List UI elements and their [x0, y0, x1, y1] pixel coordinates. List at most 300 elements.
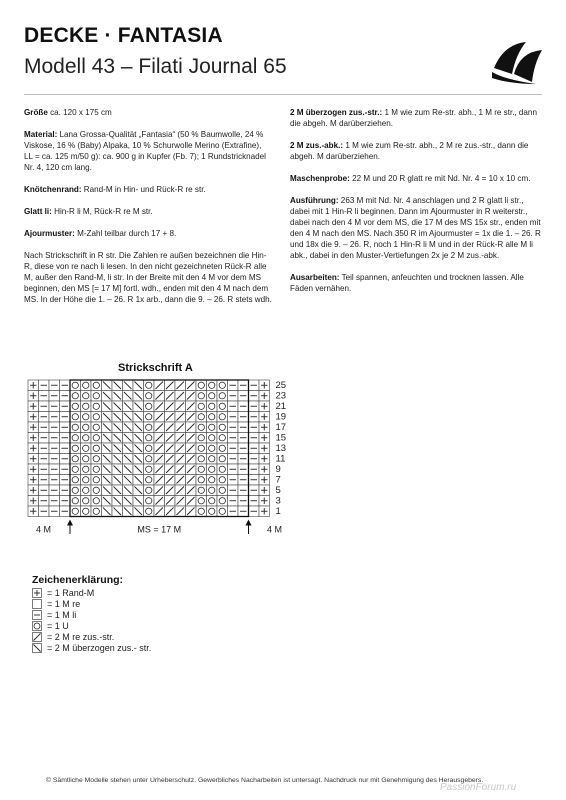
chart-cell: [238, 412, 249, 423]
legend-item: [32, 610, 151, 621]
chart-cell: [39, 433, 50, 444]
chart-cell: [249, 475, 260, 486]
row-label: 19: [275, 411, 287, 423]
paragraph: [24, 206, 272, 217]
chart-cell: [60, 380, 71, 391]
chart-cell: [228, 506, 239, 517]
chart-cell: [60, 433, 71, 444]
chart-cell: [49, 380, 60, 391]
bottom-label-middle: MS = 17 M: [137, 524, 182, 534]
chart-cell: [249, 391, 260, 402]
chart-cell: [39, 485, 50, 496]
chart-cell: [102, 380, 113, 391]
legend-item: [32, 643, 151, 654]
chart-cell: [70, 475, 81, 486]
chart-cell: [259, 380, 270, 391]
chart-cell: [207, 496, 218, 507]
row-label: 17: [275, 422, 287, 434]
chart-cell: [91, 506, 102, 517]
chart-cell: [49, 443, 60, 454]
chart-cell: [238, 422, 249, 433]
chart-cell: [196, 422, 207, 433]
chart-cell: [28, 454, 39, 465]
chart-cell: [81, 485, 92, 496]
chart-cell: [102, 433, 113, 444]
row-label: 5: [275, 485, 281, 497]
chart-cell: [165, 433, 176, 444]
chart-cell: [144, 401, 155, 412]
chart-cell: [207, 401, 218, 412]
chart-cell: [81, 401, 92, 412]
chart-cell: [28, 464, 39, 475]
chart-cell: [123, 422, 134, 433]
chart-cell: [196, 433, 207, 444]
chart-cell: [228, 412, 239, 423]
legend-text: = 1 M re: [47, 599, 81, 609]
chart-cell: [133, 433, 144, 444]
row-label: 23: [275, 390, 287, 402]
chart-cell: [112, 422, 123, 433]
chart-cell: [228, 422, 239, 433]
logo-graphic: [486, 22, 548, 86]
chart-cell: [112, 433, 123, 444]
paragraph-text: 263 M mit Nd. Nr. 4 anschlagen und 2 R glatt li str., dabei mit 1 Hin-R li beginnen. Dann im Ajourmuster in R weiterstr., dabei nach den 4 M vor dem MS, die 17 M des MS 15x str., enden mit den 4 M nach den MS. Nach 350 R im Ajourmuster = 1x die 1. – 26. R und 18x die 9. – 26. R, noch 1 Hin-R li M und in der Rück-R alle M li abk., dabei in den Muster-Vertiefungen 2x je 2 M zus.-abk.: [290, 196, 541, 260]
chart-cell: [175, 454, 186, 465]
chart-cell: [238, 485, 249, 496]
chart-cell: [196, 506, 207, 517]
chart-cell: [165, 412, 176, 423]
chart-cell: [133, 401, 144, 412]
legend-item: [32, 599, 151, 610]
chart-cell: [144, 475, 155, 486]
chart-cell: [91, 496, 102, 507]
chart-cell: [28, 401, 39, 412]
chart-cell: [39, 496, 50, 507]
chart-cell: [165, 380, 176, 391]
chart-cell: [112, 401, 123, 412]
chart-cell: [196, 454, 207, 465]
chart-cell: [238, 475, 249, 486]
paragraph: [24, 184, 272, 195]
chart-cell: [70, 380, 81, 391]
chart-cell: [102, 496, 113, 507]
chart-cell: [102, 401, 113, 412]
chart-cell: [186, 422, 197, 433]
legend-symbol-icon: [32, 643, 43, 654]
chart-cell: [186, 380, 197, 391]
paragraph-text: Hin-R li M, Rück-R re M str.: [51, 207, 153, 216]
chart-cell: [28, 496, 39, 507]
chart-cell: [144, 391, 155, 402]
arrow-head: [67, 520, 73, 526]
row-label: 13: [275, 443, 287, 455]
chart-cell: [207, 506, 218, 517]
instructions-right-column: [290, 107, 542, 305]
chart-cell: [70, 506, 81, 517]
chart-cell: [238, 464, 249, 475]
chart-cell: [186, 506, 197, 517]
chart-cell: [81, 454, 92, 465]
chart-cell: [133, 422, 144, 433]
chart-cell: [112, 464, 123, 475]
chart-cell: [259, 433, 270, 444]
chart-cell: [39, 401, 50, 412]
chart-cell: [228, 401, 239, 412]
legend-item: [32, 621, 151, 632]
chart-cell: [249, 433, 260, 444]
chart-cell: [165, 443, 176, 454]
chart-cell: [123, 391, 134, 402]
chart-cell: [175, 464, 186, 475]
chart-cell: [196, 464, 207, 475]
chart-cell: [123, 464, 134, 475]
chart-cell: [165, 496, 176, 507]
chart-cell: [144, 496, 155, 507]
chart-cell: [60, 464, 71, 475]
chart-cell: [133, 496, 144, 507]
chart-cell: [91, 475, 102, 486]
chart-cell: [81, 380, 92, 391]
chart-cell: [217, 454, 228, 465]
chart-cell: [112, 412, 123, 423]
chart-cell: [81, 443, 92, 454]
paragraph-text: Rand-M in Hin- und Rück-R re str.: [81, 185, 206, 194]
chart-cell: [91, 391, 102, 402]
chart-cell: [259, 475, 270, 486]
chart-cell: [91, 485, 102, 496]
chart-cell: [249, 506, 260, 517]
chart-cell: [249, 454, 260, 465]
chart-cell: [144, 422, 155, 433]
legend-text: = 2 M re zus.-str.: [47, 632, 115, 642]
chart-cell: [165, 475, 176, 486]
chart-cell: [175, 443, 186, 454]
chart-cell: [81, 475, 92, 486]
chart-cell: [228, 485, 239, 496]
paragraph: [290, 107, 542, 129]
chart-cell: [70, 433, 81, 444]
paragraph-label: 2 M überzogen zus.-str.:: [290, 108, 383, 117]
chart-cell: [196, 391, 207, 402]
chart-cell: [91, 401, 102, 412]
chart-cell: [70, 391, 81, 402]
paragraph: [290, 272, 542, 294]
chart-cell: [217, 443, 228, 454]
chart-cell: [133, 506, 144, 517]
chart-cell: [154, 454, 165, 465]
chart-cell: [259, 443, 270, 454]
chart-cell: [133, 380, 144, 391]
paragraph-label: Ajourmuster:: [24, 229, 75, 238]
paragraph: [24, 228, 272, 239]
row-label: 7: [275, 474, 281, 486]
chart-cell: [123, 485, 134, 496]
chart-cell: [102, 464, 113, 475]
row-label: 15: [275, 432, 287, 444]
chart-cell: [133, 475, 144, 486]
chart-cell: [133, 454, 144, 465]
chart-cell: [112, 485, 123, 496]
chart-cell: [91, 454, 102, 465]
chart-cell: [133, 443, 144, 454]
chart-cell: [123, 433, 134, 444]
chart-cell: [165, 454, 176, 465]
chart-cell: [39, 380, 50, 391]
chart-cell: [238, 443, 249, 454]
chart-cell: [186, 443, 197, 454]
chart-cell: [102, 412, 113, 423]
chart-cell: [207, 464, 218, 475]
chart-cell: [249, 401, 260, 412]
chart-cell: [186, 433, 197, 444]
chart-cell: [28, 506, 39, 517]
chart-cell: [238, 454, 249, 465]
chart-cell: [49, 506, 60, 517]
chart-cell: [70, 485, 81, 496]
chart-cell: [70, 401, 81, 412]
chart-cell: [249, 464, 260, 475]
chart-cell: [165, 391, 176, 402]
chart-cell: [39, 412, 50, 423]
paragraph-label: Ausführung:: [290, 196, 339, 205]
chart-cell: [207, 475, 218, 486]
paragraph-label: Ausarbeiten:: [290, 273, 340, 282]
chart-cell: [39, 464, 50, 475]
chart-cell: [154, 506, 165, 517]
legend-text: = 2 M überzogen zus.- str.: [47, 643, 152, 653]
chart-cell: [60, 454, 71, 465]
chart-cell: [217, 391, 228, 402]
legend-text: = 1 Rand-M: [47, 588, 95, 598]
row-label: 21: [275, 401, 287, 413]
chart-cell: [175, 506, 186, 517]
paragraph-label: Größe: [24, 108, 48, 117]
chart-cell: [49, 485, 60, 496]
chart-cell: [123, 506, 134, 517]
chart-cell: [49, 496, 60, 507]
chart-cell: [196, 443, 207, 454]
paragraph: [290, 195, 542, 261]
chart-cell: [186, 412, 197, 423]
chart-cell: [238, 380, 249, 391]
chart-cell: [81, 506, 92, 517]
arrow-head: [246, 520, 252, 526]
chart-cell: [207, 412, 218, 423]
chart-cell: [144, 412, 155, 423]
chart-cell: [217, 412, 228, 423]
chart-cell: [207, 391, 218, 402]
chart-cell: [165, 401, 176, 412]
chart-cell: [102, 454, 113, 465]
chart-cell: [102, 485, 113, 496]
row-label: 1: [275, 506, 281, 518]
chart-cell: [112, 443, 123, 454]
chart-cell: [217, 380, 228, 391]
legend-symbol-icon: [32, 632, 43, 643]
chart-cell: [91, 433, 102, 444]
row-label: 3: [275, 495, 281, 507]
chart-cell: [123, 443, 134, 454]
chart-cell: [39, 443, 50, 454]
page-subtitle: Modell 43 – Filati Journal 65: [24, 55, 287, 78]
chart-cell: [238, 433, 249, 444]
chart-cell: [207, 443, 218, 454]
paragraph-text: Teil spannen, anfeuchten und trocknen lassen. Alle Fäden vernähen.: [290, 273, 524, 293]
chart-cell: [217, 422, 228, 433]
chart-cell: [60, 485, 71, 496]
chart-cell: [60, 391, 71, 402]
chart-cell: [70, 443, 81, 454]
chart-cell: [70, 412, 81, 423]
chart-cell: [175, 401, 186, 412]
chart-title: Strickschrift A: [118, 362, 193, 374]
chart-cell: [144, 380, 155, 391]
row-label: 11: [275, 453, 286, 465]
chart-cell: [175, 380, 186, 391]
chart-cell: [102, 475, 113, 486]
chart-cell: [49, 391, 60, 402]
chart-cell: [60, 412, 71, 423]
chart-cell: [249, 496, 260, 507]
chart-cell: [81, 496, 92, 507]
chart-cell: [154, 496, 165, 507]
chart-cell: [102, 443, 113, 454]
chart-cell: [133, 464, 144, 475]
chart-cell: [154, 485, 165, 496]
chart-cell: [217, 506, 228, 517]
chart-cell: [39, 454, 50, 465]
chart-cell: [91, 422, 102, 433]
chart-cell: [249, 485, 260, 496]
chart-cell: [144, 433, 155, 444]
chart-cell: [91, 380, 102, 391]
chart-cell: [49, 475, 60, 486]
chart-cell: [196, 380, 207, 391]
chart-cell: [123, 412, 134, 423]
chart-cell: [144, 443, 155, 454]
page-title: DECKE · FANTASIA: [24, 24, 223, 47]
chart-cell: [81, 464, 92, 475]
chart-cell: [217, 475, 228, 486]
bottom-label-right: 4 M: [267, 524, 283, 534]
chart-cell: [228, 464, 239, 475]
row-label: 25: [275, 380, 287, 392]
chart-cell: [196, 412, 207, 423]
chart-cell: [186, 464, 197, 475]
chart-cell: [207, 380, 218, 391]
chart-cell: [28, 422, 39, 433]
chart-cell: [154, 433, 165, 444]
brand-logo: [486, 22, 548, 86]
chart-cell: [91, 464, 102, 475]
chart-cell: [259, 391, 270, 402]
chart-cell: [49, 433, 60, 444]
paragraph-label: Maschenprobe:: [290, 174, 350, 183]
chart-cell: [123, 401, 134, 412]
header-divider: [24, 94, 542, 95]
instructions-left-column: [24, 107, 272, 316]
chart-cell: [228, 443, 239, 454]
chart-cell: [175, 475, 186, 486]
chart-cell: [28, 485, 39, 496]
chart-cell: [175, 433, 186, 444]
paragraph-text: Nach Strickschrift in R str. Die Zahlen re außen bezeichnen die Hin-R, diese von re nach li lesen. In den nicht gezeichneten Rück-R alle M, außer den Rand-M, li str. In der Breite mit den 4 M vor dem MS beginnen, den MS [= 17 M] fortl. wdh., enden mit den 4 M nach dem MS. In der Höhe die 1. – 26. R 1x arb., dann die 9. – 26. R stets wdh.: [24, 251, 272, 304]
chart-cell: [207, 422, 218, 433]
chart-cell: [175, 485, 186, 496]
paragraph-text: M-Zahl teilbar durch 17 + 8.: [74, 229, 177, 238]
chart-cell: [81, 412, 92, 423]
chart-cell: [154, 422, 165, 433]
chart-cell: [28, 475, 39, 486]
paragraph: [24, 250, 272, 305]
chart-cell: [207, 433, 218, 444]
chart-cell: [112, 475, 123, 486]
chart-cell: [186, 391, 197, 402]
chart-cell: [217, 401, 228, 412]
chart-cell: [259, 506, 270, 517]
chart-cell: [49, 422, 60, 433]
paragraph-label: Material:: [24, 130, 58, 139]
paragraph-text: ca. 120 x 175 cm: [47, 108, 112, 117]
chart-cell: [217, 496, 228, 507]
chart-cell: [28, 412, 39, 423]
chart-cell: [60, 496, 71, 507]
chart-cell: [81, 422, 92, 433]
chart-cell: [186, 475, 197, 486]
chart-cell: [196, 401, 207, 412]
chart-cell: [123, 496, 134, 507]
chart-cell: [49, 454, 60, 465]
copyright-footer: © Sämtliche Modelle stehen unter Urheberschutz. Gewerbliches Nacharbeiten ist untersagt. Nachdruck nur mit Genehmigung des Herausgebers.: [46, 777, 484, 784]
chart-cell: [196, 496, 207, 507]
chart-cell: [60, 475, 71, 486]
chart-cell: [228, 433, 239, 444]
row-label: 9: [275, 464, 281, 476]
chart-cell: [133, 412, 144, 423]
chart-cell: [49, 464, 60, 475]
chart-cell: [259, 485, 270, 496]
chart-cell: [39, 475, 50, 486]
chart-cell: [154, 464, 165, 475]
chart-cell: [91, 412, 102, 423]
chart-cell: [238, 391, 249, 402]
chart-cell: [123, 454, 134, 465]
paragraph: [24, 129, 272, 173]
paragraph-label: Knötchenrand:: [24, 185, 82, 194]
chart-cell: [238, 496, 249, 507]
chart-cell: [28, 433, 39, 444]
bottom-label-left: 4 M: [36, 524, 52, 534]
chart-cell: [102, 422, 113, 433]
chart-cell: [165, 422, 176, 433]
chart-cell: [28, 380, 39, 391]
chart-cell: [154, 443, 165, 454]
chart-cell: [228, 380, 239, 391]
chart-cell: [207, 454, 218, 465]
chart-cell: [228, 391, 239, 402]
paragraph-text: 1 M wie zum Re-str. abh., 1 M re str., dann die abgeh. M darüberziehen.: [290, 108, 537, 128]
chart-cell: [186, 454, 197, 465]
chart-cell: [112, 506, 123, 517]
chart-cell: [165, 506, 176, 517]
chart-cell: [217, 433, 228, 444]
chart-cell: [133, 391, 144, 402]
chart-cell: [112, 391, 123, 402]
chart-cell: [70, 464, 81, 475]
chart-cell: [249, 422, 260, 433]
chart-cell: [49, 412, 60, 423]
chart-cell: [259, 496, 270, 507]
